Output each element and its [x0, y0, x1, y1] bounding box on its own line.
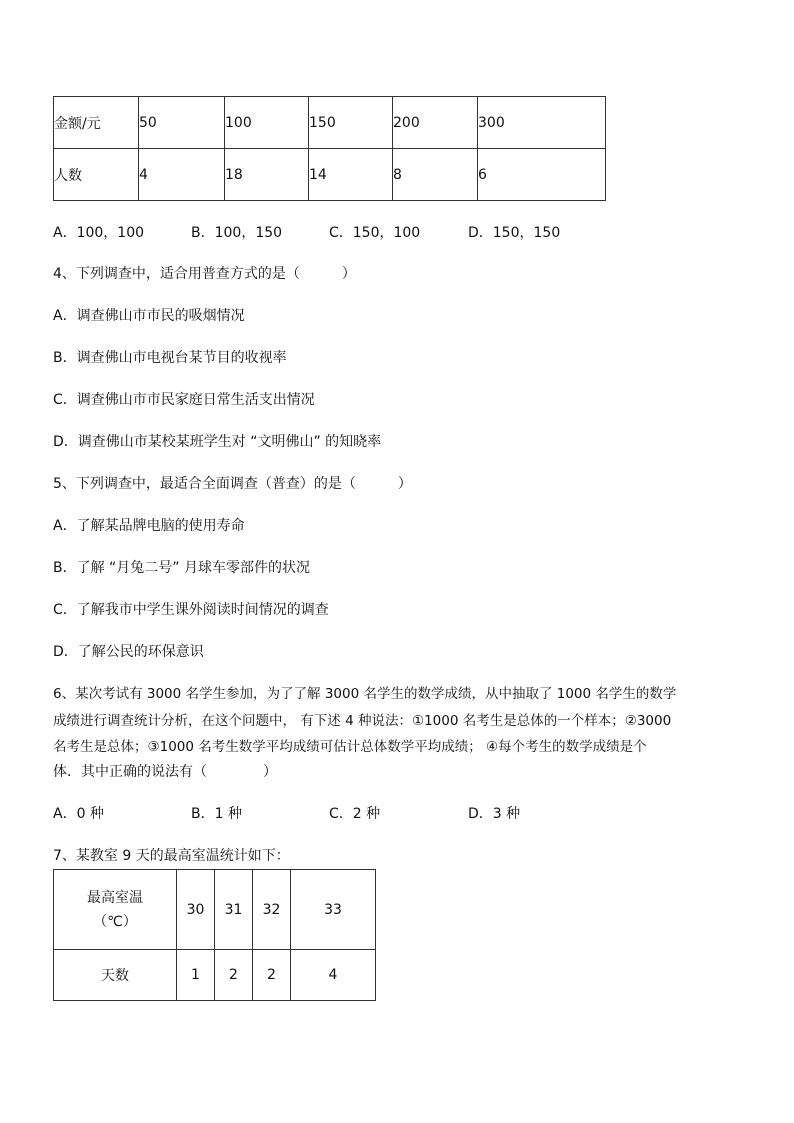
q4-stem: 4、下列调查中，适合用普查方式的是（ ）: [53, 266, 356, 282]
table-cell: 30: [177, 870, 215, 950]
q5-stem: 5、下列调查中，最适合全面调查（普查）的是（ ）: [53, 476, 412, 492]
table-cell: 天数: [54, 950, 177, 1001]
table-cell: 6: [478, 149, 606, 201]
q6-option-d: D．3 种: [468, 806, 521, 822]
table-row: [54, 97, 606, 149]
q6-option-c: C．2 种: [329, 806, 381, 822]
temperature-table: [53, 869, 376, 1001]
header-cell: [54, 870, 177, 950]
table-cell: 4: [139, 149, 225, 201]
q5-option-b: B．了解 “月兔二号” 月球车零部件的状况: [53, 560, 311, 576]
q3-option-a: A．100，100: [53, 225, 145, 241]
table-cell: 50: [139, 97, 225, 149]
q3-option-c: C．150，100: [329, 225, 421, 241]
table-row: [54, 870, 376, 950]
table-cell: 200: [393, 97, 478, 149]
q7-stem: 7、某教室 9 天的最高室温统计如下：: [53, 848, 290, 864]
table-cell: 8: [393, 149, 478, 201]
q6-line-4: 体．其中正确的说法有（ ）: [53, 764, 277, 780]
table-cell: 4: [291, 950, 376, 1001]
q6-option-b: B．1 种: [191, 806, 242, 822]
table-cell: 32: [253, 870, 291, 950]
q4-option-d: D．调查佛山市某校某班学生对 “文明佛山” 的知晓率: [53, 434, 382, 450]
amount-table: [53, 96, 606, 201]
table-cell: 100: [225, 97, 309, 149]
table-cell: 18: [225, 149, 309, 201]
q6-line-1: 6、某次考试有 3000 名学生参加，为了了解 3000 名学生的数学成绩，从中抽取了 1000 名学生的数学: [53, 686, 677, 702]
q6-line-2: 成绩进行调查统计分析，在这个问题中， 有下述 4 种说法：①1000 名考生是总体的一个样本；②3000: [53, 713, 672, 729]
table-row: [54, 950, 376, 1001]
q4-option-a: A．调查佛山市市民的吸烟情况: [53, 308, 245, 324]
table-cell: 14: [309, 149, 393, 201]
q5-option-d: D．了解公民的环保意识: [53, 644, 204, 660]
table-cell: 150: [309, 97, 393, 149]
header-label-line2: （℃）: [93, 913, 137, 930]
q5-option-a: A．了解某品牌电脑的使用寿命: [53, 518, 245, 534]
q5-option-c: C．了解我市中学生课外阅读时间情况的调查: [53, 602, 329, 618]
header-label-line1: 最高室温: [87, 889, 143, 906]
table-row: [54, 149, 606, 201]
q3-option-b: B．100，150: [191, 225, 283, 241]
table-cell: 2: [253, 950, 291, 1001]
q6-line-3: 名考生是总体；③1000 名考生数学平均成绩可估计总体数学平均成绩； ④每个考生的数学成绩是个: [53, 739, 647, 755]
table-cell: 33: [291, 870, 376, 950]
q3-option-d: D．150，150: [468, 225, 561, 241]
q4-option-c: C．调查佛山市市民家庭日常生活支出情况: [53, 392, 315, 408]
table-cell: 2: [215, 950, 253, 1001]
table-cell: 300: [478, 97, 606, 149]
q6-option-a: A．0 种: [53, 806, 104, 822]
table-cell: 1: [177, 950, 215, 1001]
table-cell: 人数: [54, 149, 139, 201]
q4-option-b: B．调查佛山市电视台某节目的收视率: [53, 350, 287, 366]
table-cell: 金额/元: [54, 97, 139, 149]
table-cell: 31: [215, 870, 253, 950]
